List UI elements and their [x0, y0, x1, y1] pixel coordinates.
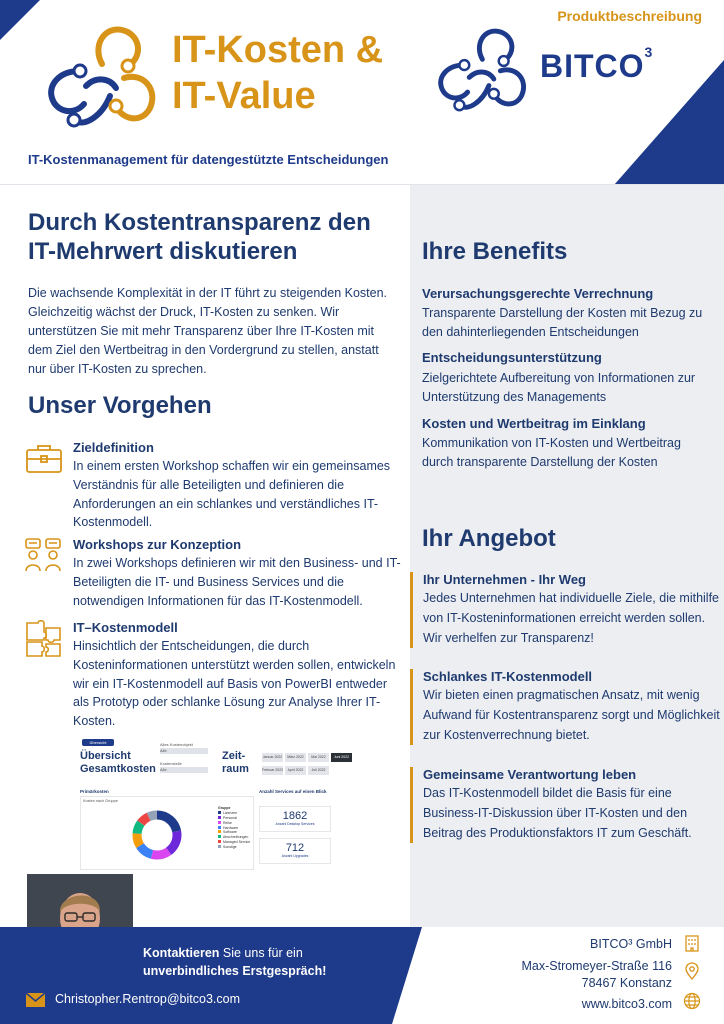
benefit-title: Entscheidungsunterstützung: [422, 350, 602, 365]
bitco-logo-mark: [40, 16, 168, 138]
offer-item: [410, 572, 720, 648]
legend-swatch: [218, 835, 221, 838]
puzzle-icon: [24, 620, 64, 658]
time-line2: raum: [222, 762, 249, 775]
filter-value: Alle: [160, 767, 208, 773]
legend-swatch: [218, 816, 221, 819]
brand-text: BITCO: [540, 48, 645, 84]
month-button: Juli 2022: [308, 766, 329, 775]
offer-text: Wir bieten einen pragmatischen Ansatz, mit wenig Aufwand für Kostentransparenz sorgt und Möglichkeit zur Kostenverrechnung bietet.: [423, 688, 720, 742]
month-button: April 2022: [285, 766, 306, 775]
legend-swatch: [218, 811, 221, 814]
document-type-label: Produktbeschreibung: [557, 8, 702, 24]
benefits-heading: Ihre Benefits: [422, 238, 568, 265]
contact-email-link[interactable]: Christopher.Rentrop@bitco3.com: [55, 992, 240, 1006]
subtitle: IT-Kostenmanagement für datengestützte Entscheidungen: [28, 152, 389, 167]
step-text: In zwei Workshops definieren wir mit den Business- und IT-Beteiligten die IT- und Business Services und die notwendigen Informationen für das IT-Kostenmodell.: [73, 556, 401, 608]
offer-text: Das IT-Kostenmodell bildet die Basis für eine Business-IT-Diskussion über IT-Kosten und den Beitrag des Produktionsfaktors IT zum Geschäft.: [423, 786, 692, 840]
cta-line2: unverbindliches Erstgespräch!: [143, 963, 327, 978]
offer-text: Jedes Unternehmen hat individuelle Ziele, die mithilfe von IT-Kosteninformationen erreicht werden sollen. Wir verhelfen zur Transparenz!: [423, 591, 719, 645]
dashboard-filter-cost-center: [160, 761, 208, 773]
cta-bold: Kontaktieren: [143, 946, 220, 960]
mail-icon: [26, 993, 45, 1007]
month-button: März 2022: [285, 753, 306, 762]
offer-title: Ihr Unternehmen - Ihr Weg: [423, 572, 586, 587]
step-title: Workshops zur Konzeption: [73, 537, 242, 552]
legend-swatch: [218, 821, 221, 824]
address-street: Max-Stromeyer-Straße 116: [521, 959, 672, 973]
dashboard-section-services: Anzahl Services auf einen Blick: [259, 789, 327, 794]
dashboard-preview: [78, 738, 358, 873]
month-button-selected: Juni 2022: [331, 753, 352, 762]
building-icon: [683, 934, 701, 952]
filter-label: Kostenstelle: [160, 761, 182, 766]
legend-label: Lizenzen: [223, 810, 238, 815]
legend-swatch: [218, 840, 221, 843]
intro-heading: Durch Kostentransparenz den IT-Mehrwert diskutieren: [28, 209, 371, 266]
dashboard-title-line2: Gesamtkosten: [80, 762, 156, 775]
header-corner-decoration: [0, 0, 40, 40]
kpi-upgrades: [259, 838, 331, 864]
benefit-text: Transparente Darstellung der Kosten mit Bezug zu den dahinterliegenden Entscheidungen: [422, 306, 703, 339]
step-title: IT–Kostenmodell: [73, 620, 178, 635]
legend-item: [218, 845, 250, 850]
contact-call-to-action: [143, 945, 383, 980]
benefit-title: Kosten und Wertbeitrag im Einklang: [422, 416, 646, 431]
benefit-title: Verursachungsgerechte Verrechnung: [422, 286, 654, 301]
legend-label: Software: [223, 830, 237, 835]
step-text: In einem ersten Workshop schaffen wir ein gemeinsames Verständnis für alle Beteiligten und definieren die Anforderungen an ein schlankes und verständliches IT-Kostenmodell.: [73, 459, 391, 530]
offer-heading: Ihr Angebot: [422, 525, 556, 552]
dashboard-nav-pill: Übersicht: [82, 739, 114, 746]
legend-label: Hardware: [223, 825, 239, 830]
legend-swatch: [218, 826, 221, 829]
legend-label: Managed Service: [223, 840, 251, 845]
time-line1: Zeit-: [222, 750, 246, 762]
benefit-text: Kommunikation von IT-Kosten und Wertbeitrag durch transparente Darstellung der Kosten: [422, 436, 681, 469]
approach-heading: Unser Vorgehen: [28, 392, 212, 419]
company-address: [521, 958, 672, 992]
donut-legend: [218, 806, 250, 850]
month-button: Mai 2022: [308, 753, 329, 762]
benefit-text: Zielgerichtete Aufbereitung von Informationen zur Unterstützung des Managements: [422, 371, 696, 404]
address-city: 78467 Konstanz: [581, 975, 672, 990]
dashboard-title-line1: Übersicht: [80, 750, 131, 762]
step-text: Hinsichtlich der Entscheidungen, die durch Kosteninformationen unterstützt werden sollen, entwickeln wir ein IT-Kostenmodell auf Basis von PowerBI entweder als Prototyp oder schlanke Lösung zur Analyse Ihrer IT-Kosten.: [73, 639, 396, 728]
step-goal-definition: [24, 440, 404, 530]
filter-label: Alles Kostenobjekt: [160, 742, 193, 747]
donut-subtitle: Kosten nach Gruppe: [83, 799, 118, 803]
offer-item: [410, 767, 720, 843]
title-line-2: IT-Value: [172, 74, 316, 117]
dashboard-time-label: [222, 750, 249, 775]
footer-band-diagonal: [392, 927, 422, 1024]
legend-label: Sonstige: [223, 845, 237, 850]
step-title: Zieldefinition: [73, 440, 154, 455]
kpi-desktop-services: [259, 806, 331, 832]
step-concept-workshops: [24, 537, 404, 613]
legend-swatch: [218, 830, 221, 833]
brand-superscript: 3: [644, 44, 654, 60]
offer-title: Schlankes IT-Kostenmodell: [423, 669, 593, 684]
main-title: [172, 28, 383, 119]
dashboard-title: [80, 750, 156, 775]
kpi-label: Anzahl Upgrades: [281, 854, 309, 858]
title-line-1: IT-Kosten &: [172, 29, 384, 71]
legend-label: Reise: [223, 820, 232, 825]
dashboard-filter-cost-object: [160, 742, 208, 754]
globe-icon: [683, 992, 701, 1010]
month-button: Februar 2022: [262, 766, 283, 775]
brand-name: [540, 44, 654, 85]
kpi-value: 1862: [282, 810, 308, 822]
offer-item: [410, 669, 720, 745]
legend-label: Personal: [223, 815, 237, 820]
company-name: BITCO³ GmbH: [590, 937, 672, 951]
briefcase-icon: [24, 440, 64, 478]
donut-chart: [130, 808, 184, 862]
cta-rest: Sie uns für ein: [219, 946, 303, 960]
legend-label: Abschreibungen: [223, 835, 249, 840]
month-button: Januar 2022: [262, 753, 283, 762]
offer-title: Gemeinsame Verantwortung leben: [423, 767, 637, 782]
website-link[interactable]: www.bitco3.com: [581, 997, 672, 1011]
legend-swatch: [218, 845, 221, 848]
bitco-brand-logo-mark: [428, 20, 540, 120]
legend-title: Gruppe: [218, 806, 231, 810]
location-pin-icon: [683, 962, 701, 980]
kpi-label: Anzahl Desktop Services: [275, 822, 315, 826]
dashboard-section-primary-costs: Primärkosten: [80, 789, 109, 794]
kpi-value: 712: [285, 842, 305, 854]
step-cost-model: [24, 620, 404, 730]
filter-value: Alle: [160, 748, 208, 754]
intro-paragraph: Die wachsende Komplexität in der IT führt zu steigenden Kosten. Gleichzeitig wächst der Druck, IT-Kosten zu senken. Wir unterstützen Sie mit mehr Transparenz über Ihre IT-Kosten mit dem Ziel den Wertbeitrag in den Vordergrund zu stellen, anstatt nur über IT-Kosten zu sprechen.: [28, 286, 388, 376]
team-discussion-icon: [24, 537, 64, 575]
